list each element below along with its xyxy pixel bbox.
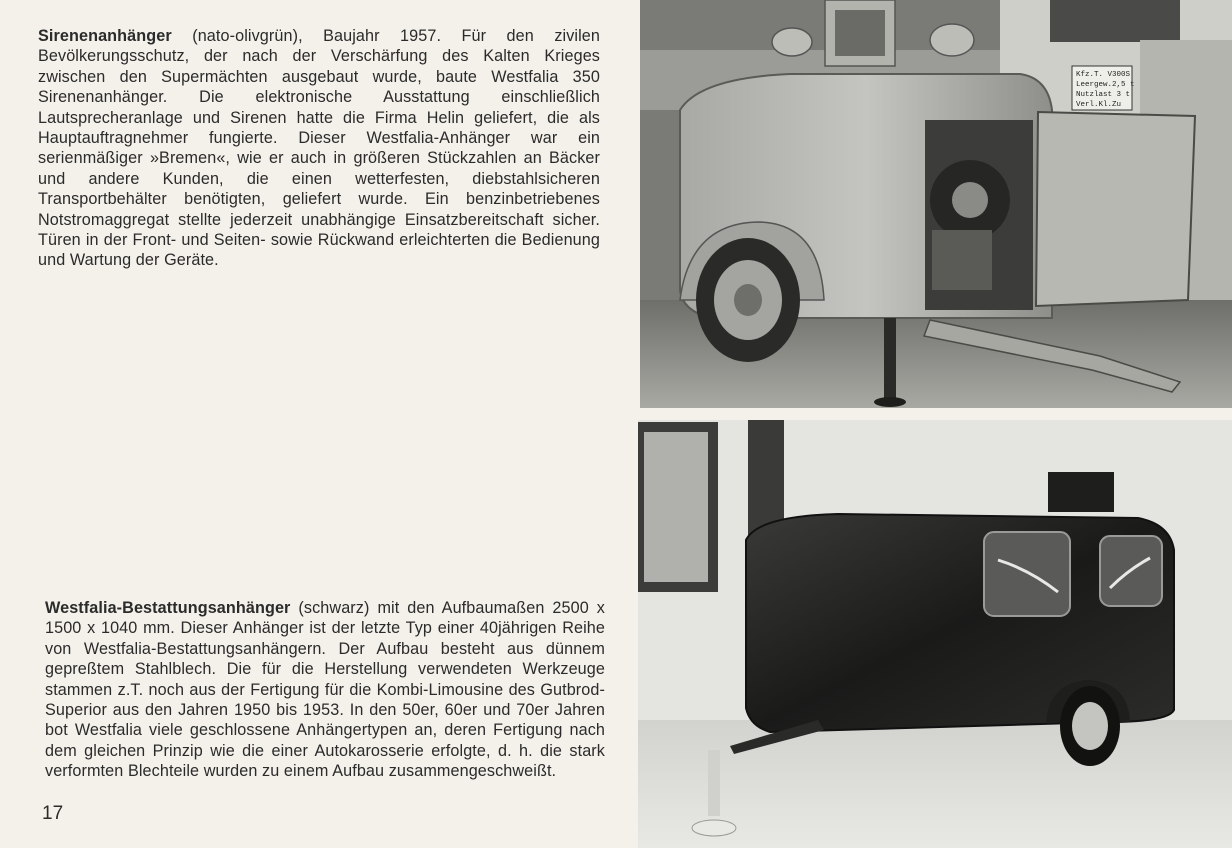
placard-line-3: Nutzlast 3 t bbox=[1076, 91, 1131, 99]
siren-trailer-illustration bbox=[640, 0, 1232, 408]
page-number: 17 bbox=[42, 803, 64, 824]
caption-body: (nato-olivgrün), Baujahr 1957. Für den zivilen Bevölkerungsschutz, der nach der Verschärfung des Kalten Krieges zwischen den Supermächten ausgebaut wurde, baute Westfalia 350 Sirenenanhänger. Die elektronische Ausstattung einschließlich Lautsprecheranlage und Sirenen hatte die Firma Helin geliefert, die als Hauptauftragnehmer fungierte. Dieser Westfalia-Anhänger war ein serienmäßiger »Bremen«, wie er auch in größeren Stückzahlen an Bäcker und andere Kunden, die einen wetterfesten, diebstahlsicheren Transportbehälter benötigten, geliefert wurde. Ein benzinbetriebenes Notstromaggregat stellte jederzeit unabhängige Einsatzbereitschaft sicher. Türen in der Front- und Seiten- sowie Rückwand erleichterten die Bedienung und Wartung der Geräte. bbox=[38, 27, 600, 270]
placard-line-2: Leergew.2,5 t bbox=[1076, 81, 1135, 89]
caption-title: Sirenenanhänger bbox=[38, 27, 172, 45]
placard-line-1: Kfz.T. V300S bbox=[1076, 71, 1131, 79]
caption-bestattungsanhaenger bbox=[45, 598, 605, 782]
photo-funeral-trailer bbox=[638, 420, 1232, 848]
caption-title: Westfalia-Bestattungsanhänger bbox=[45, 599, 291, 617]
placard-line-4: Verl.Kl.Zu bbox=[1076, 101, 1122, 109]
photo-siren-trailer bbox=[640, 0, 1232, 408]
caption-body: (schwarz) mit den Aufbaumaßen 2500 x 1500 x 1040 mm. Dieser Anhänger ist der letzte Typ einer 40jährigen Reihe von Westfalia-Bestattungsanhängern. Der Aufbau besteht aus dünnem gepreßtem Stahlblech. Die für die Herstellung verwendeten Werkzeuge stammen z.T. noch aus der Fertigung für die Kombi-Limousine des Gutbrod-Superior aus den Jahren 1950 bis 1953. In den 50er, 60er und 70er Jahren bot Westfalia viele geschlossene Anhängertypen an, deren Fertigung nach dem gleichen Prinzip wie die einer Autokarosserie erfolgte, d. h. die stark verformten Blechteile wurden zu einem Aufbau zusammengeschweißt. bbox=[45, 599, 605, 781]
caption-sirenenanhaenger bbox=[38, 26, 600, 271]
funeral-trailer-illustration bbox=[638, 420, 1232, 848]
